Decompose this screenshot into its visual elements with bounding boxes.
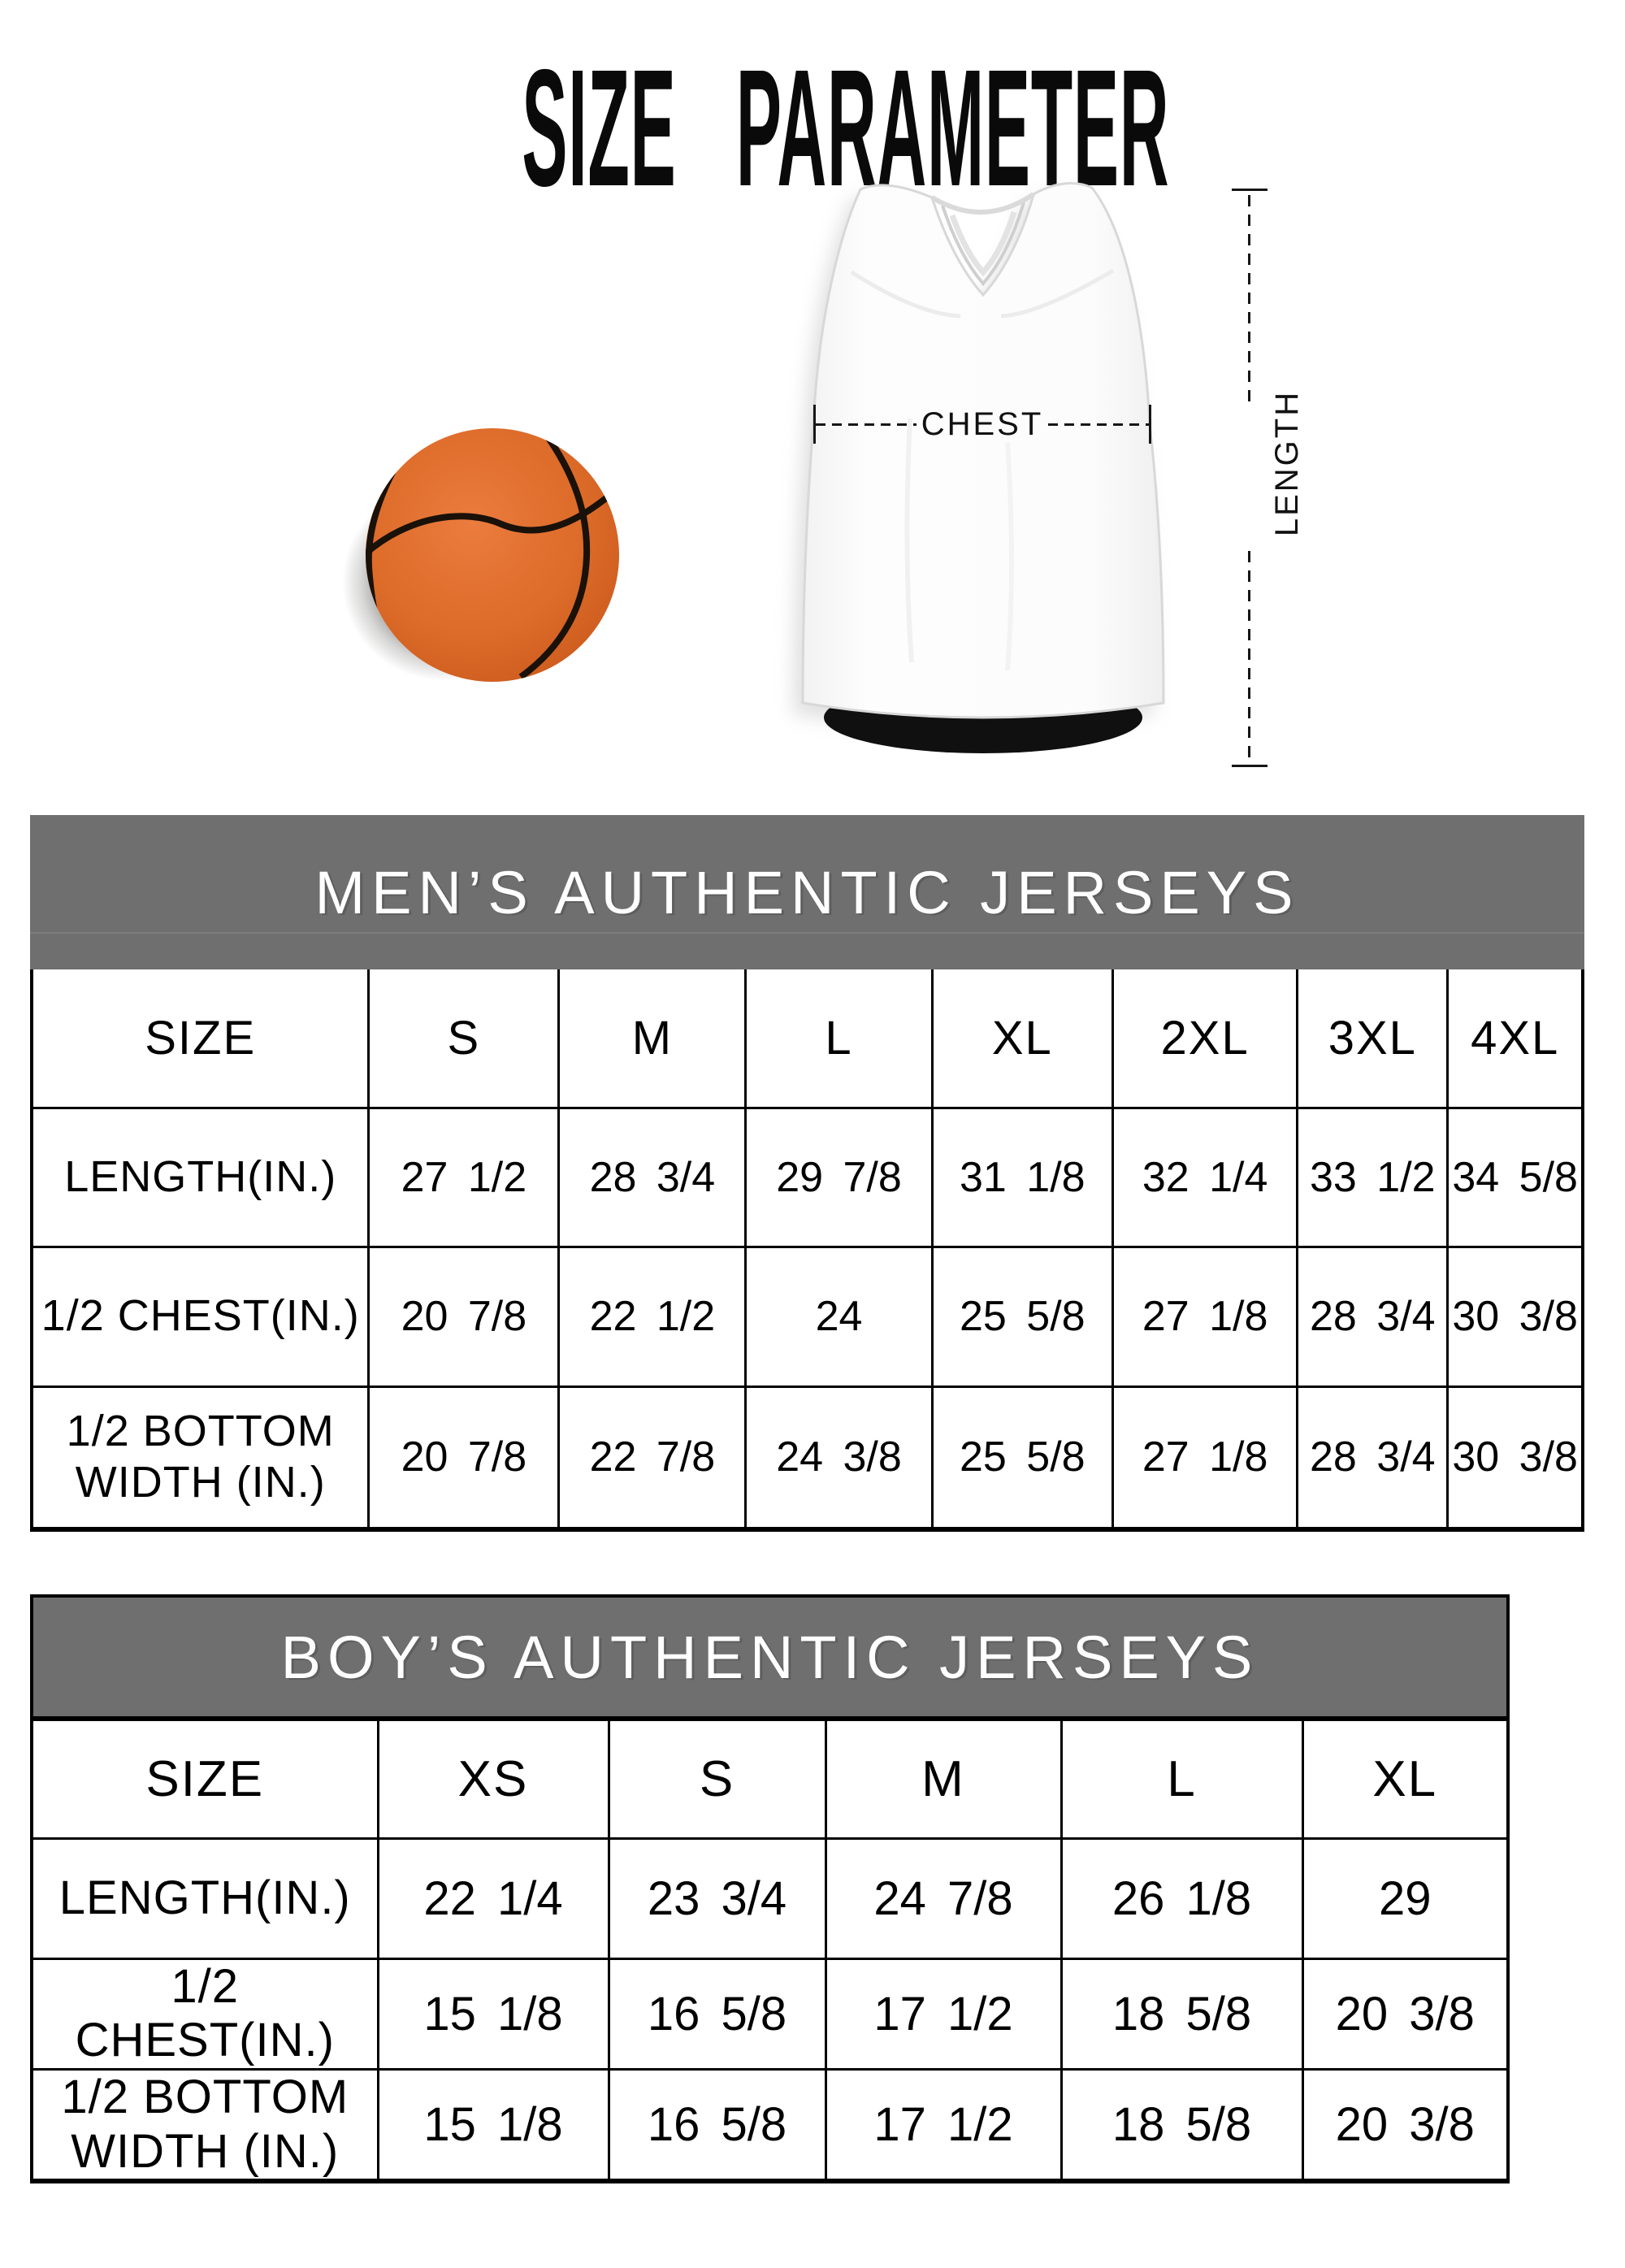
column-header-size: SIZE [32, 969, 369, 1108]
value-cell: 30 3/8 [1448, 1386, 1583, 1529]
value-cell: 18 5/8 [1061, 1958, 1302, 2069]
value-cell: 24 3/8 [746, 1386, 932, 1529]
value-cell: 34 5/8 [1448, 1108, 1583, 1247]
column-header: XS [378, 1721, 609, 1838]
basketball-icon [363, 423, 623, 687]
value-cell: 33 1/2 [1298, 1108, 1448, 1247]
table-row [32, 1108, 1583, 1247]
table-row [33, 1721, 1506, 1838]
boys-table-grid [33, 1721, 1506, 2183]
table-row [33, 1838, 1506, 1958]
column-header: 4XL [1448, 969, 1583, 1108]
jersey-icon [764, 175, 1186, 776]
header-divider-line [30, 932, 1584, 934]
column-header: S [609, 1721, 826, 1838]
chest-measure-line [813, 405, 1151, 444]
boys-table-header [33, 1598, 1506, 1721]
column-header: XL [932, 969, 1112, 1108]
value-cell: 17 1/2 [826, 1958, 1061, 2069]
value-cell: 15 1/8 [378, 2069, 609, 2181]
value-cell: 20 3/8 [1302, 1958, 1506, 2069]
table-row [32, 1386, 1583, 1529]
value-cell: 28 3/4 [559, 1108, 746, 1247]
value-cell: 23 3/4 [609, 1838, 826, 1958]
mens-size-table [30, 815, 1584, 1532]
column-header: XL [1302, 1721, 1506, 1838]
mens-table-title: MEN’S AUTHENTIC JERSEYS [314, 858, 1300, 926]
length-dashed-line-top [1248, 195, 1250, 405]
value-cell: 28 3/4 [1298, 1247, 1448, 1386]
column-header: 3XL [1298, 969, 1448, 1108]
value-cell: 29 7/8 [746, 1108, 932, 1247]
value-cell: 20 7/8 [369, 1247, 559, 1386]
value-cell: 27 1/8 [1113, 1386, 1298, 1529]
table-row [33, 2069, 1506, 2181]
value-cell: 32 1/4 [1113, 1108, 1298, 1247]
value-cell: 30 3/8 [1448, 1247, 1583, 1386]
value-cell: 16 5/8 [609, 1958, 826, 2069]
length-label: LENGTH [1268, 389, 1305, 537]
value-cell: 29 [1302, 1838, 1506, 1958]
value-cell: 27 1/8 [1113, 1247, 1298, 1386]
row-label-half-bottom-width: 1/2 BOTTOM WIDTH (IN.) [32, 1386, 369, 1529]
value-cell: 25 5/8 [932, 1247, 1112, 1386]
row-label-length: LENGTH(IN.) [33, 1838, 378, 1958]
value-cell: 31 1/8 [932, 1108, 1112, 1247]
column-header: M [559, 969, 746, 1108]
boys-size-table [30, 1594, 1510, 2183]
value-cell: 25 5/8 [932, 1386, 1112, 1529]
page-title-text: SIZE PARAMETER [522, 34, 1170, 221]
table-row [32, 1247, 1583, 1386]
mens-table-grid [30, 969, 1584, 1532]
chest-label: CHEST [921, 405, 1044, 442]
column-header: L [746, 969, 932, 1108]
value-cell: 16 5/8 [609, 2069, 826, 2181]
column-header: M [826, 1721, 1061, 1838]
length-dashed-line-bottom [1248, 551, 1250, 761]
chest-dashed-line-left [816, 423, 916, 426]
column-header: S [369, 969, 559, 1108]
value-cell: 15 1/8 [378, 1958, 609, 2069]
measure-cap-bottom [1232, 765, 1268, 767]
value-cell: 18 5/8 [1061, 2069, 1302, 2181]
measure-cap-top [1232, 189, 1268, 191]
length-measure-line [1232, 189, 1362, 769]
column-header: 2XL [1113, 969, 1298, 1108]
value-cell: 22 7/8 [559, 1386, 746, 1529]
value-cell: 20 3/8 [1302, 2069, 1506, 2181]
value-cell: 26 1/8 [1061, 1838, 1302, 1958]
column-header: L [1061, 1721, 1302, 1838]
value-cell: 22 1/2 [559, 1247, 746, 1386]
value-cell: 17 1/2 [826, 2069, 1061, 2181]
row-label-length: LENGTH(IN.) [32, 1108, 369, 1247]
mens-table-header [30, 815, 1584, 969]
measure-tick-right [1149, 405, 1151, 444]
table-row [33, 1958, 1506, 2069]
boys-table-title: BOY’S AUTHENTIC JERSEYS [280, 1623, 1259, 1691]
row-label-half-chest: 1/2 CHEST(IN.) [32, 1247, 369, 1386]
value-cell: 24 [746, 1247, 932, 1386]
value-cell: 20 7/8 [369, 1386, 559, 1529]
table-row [32, 969, 1583, 1108]
value-cell: 27 1/2 [369, 1108, 559, 1247]
value-cell: 22 1/4 [378, 1838, 609, 1958]
row-label-half-bottom-width: 1/2 BOTTOM WIDTH (IN.) [33, 2069, 378, 2181]
value-cell: 24 7/8 [826, 1838, 1061, 1958]
chest-dashed-line-right [1048, 423, 1149, 426]
row-label-half-chest: 1/2 CHEST(IN.) [33, 1958, 378, 2069]
column-header-size: SIZE [33, 1721, 378, 1838]
value-cell: 28 3/4 [1298, 1386, 1448, 1529]
